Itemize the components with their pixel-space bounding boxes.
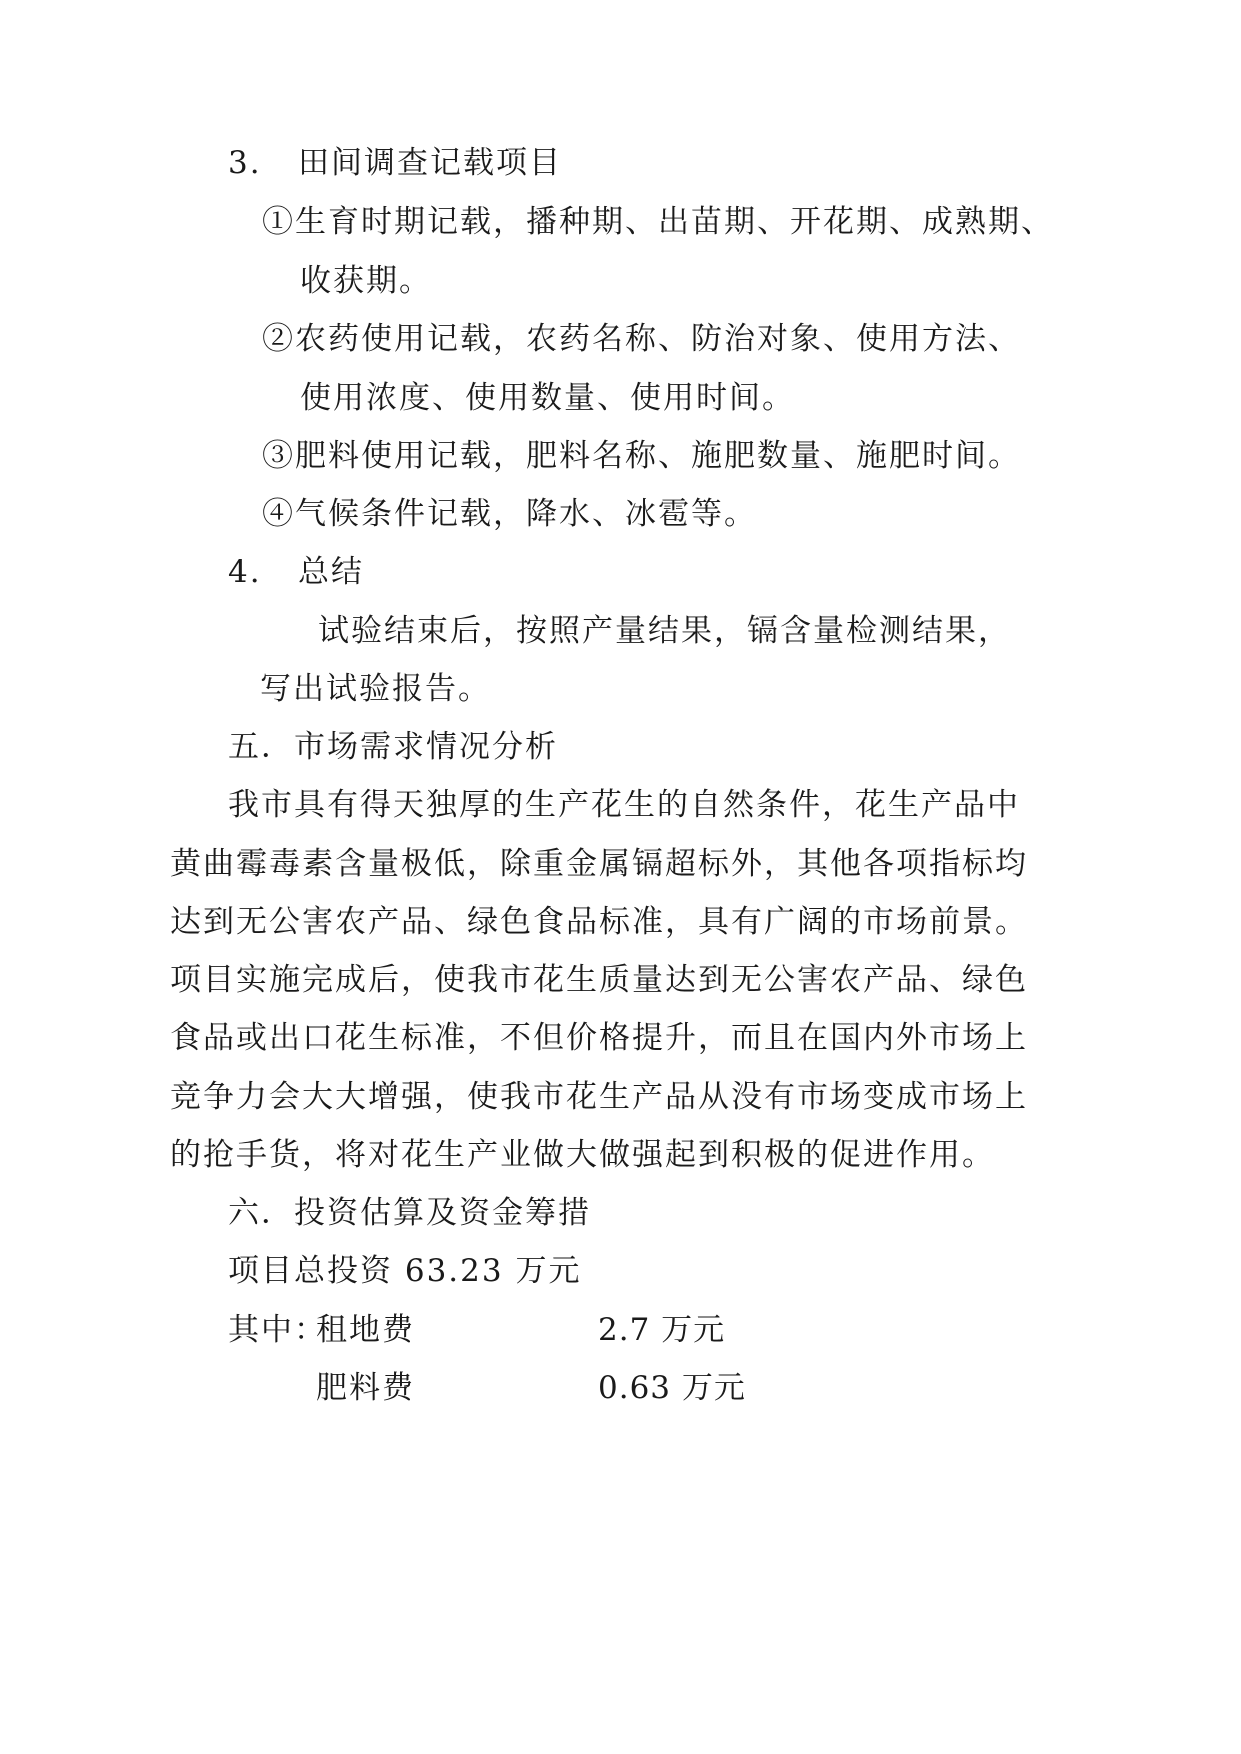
item-1-line-2: 收获期。 (300, 263, 432, 299)
cost-value-fertilizer: 0.63 万元 (598, 1370, 746, 1406)
section-4-heading (228, 552, 364, 592)
section-4-line-2: 写出试验报告。 (260, 671, 491, 707)
section-5-line-2: 黄曲霉毒素含量极低，除重金属镉超标外，其他各项指标均 (170, 846, 1028, 882)
section-4-line-1: 试验结束后，按照产量结果，镉含量检测结果， (318, 613, 1011, 649)
cost-name-fertilizer: 肥料费 (316, 1370, 415, 1406)
total-investment: 项目总投资 63.23 万元 (228, 1253, 582, 1289)
section-3-title: 田间调查记载项目 (298, 145, 562, 181)
section-5-heading: 五．市场需求情况分析 (228, 729, 558, 765)
cost-name-rent: 租地费 (316, 1312, 415, 1348)
section-3-heading (228, 143, 562, 183)
section-4-number: 4. (228, 554, 262, 590)
item-4-line-1: ④气候条件记载，降水、冰雹等。 (262, 496, 757, 532)
item-1-line-1: ①生育时期记载，播种期、出苗期、开花期、成熟期、 (262, 204, 1054, 240)
section-5-line-7: 的抢手货，将对花生产业做大做强起到积极的促进作用。 (170, 1137, 995, 1173)
section-3-number: 3. (228, 145, 262, 181)
item-2-line-1: ②农药使用记载，农药名称、防治对象、使用方法、 (262, 321, 1021, 357)
section-6-heading: 六．投资估算及资金筹措 (228, 1195, 591, 1231)
cost-value-rent: 2.7 万元 (598, 1312, 726, 1348)
section-5-line-1: 我市具有得天独厚的生产花生的自然条件，花生产品中 (228, 787, 1020, 823)
cost-prefix: 其中： (228, 1312, 327, 1348)
section-5-line-3: 达到无公害农产品、绿色食品标准，具有广阔的市场前景。 (170, 904, 1028, 940)
item-3-line-1: ③肥料使用记载，肥料名称、施肥数量、施肥时间。 (262, 438, 1021, 474)
section-5-line-5: 食品或出口花生标准，不但价格提升，而且在国内外市场上 (170, 1020, 1028, 1056)
section-4-title: 总结 (298, 554, 364, 590)
item-2-line-2: 使用浓度、使用数量、使用时间。 (300, 380, 795, 416)
section-5-line-4: 项目实施完成后，使我市花生质量达到无公害农产品、绿色 (170, 962, 1028, 998)
section-5-line-6: 竞争力会大大增强，使我市花生产品从没有市场变成市场上 (170, 1079, 1028, 1115)
